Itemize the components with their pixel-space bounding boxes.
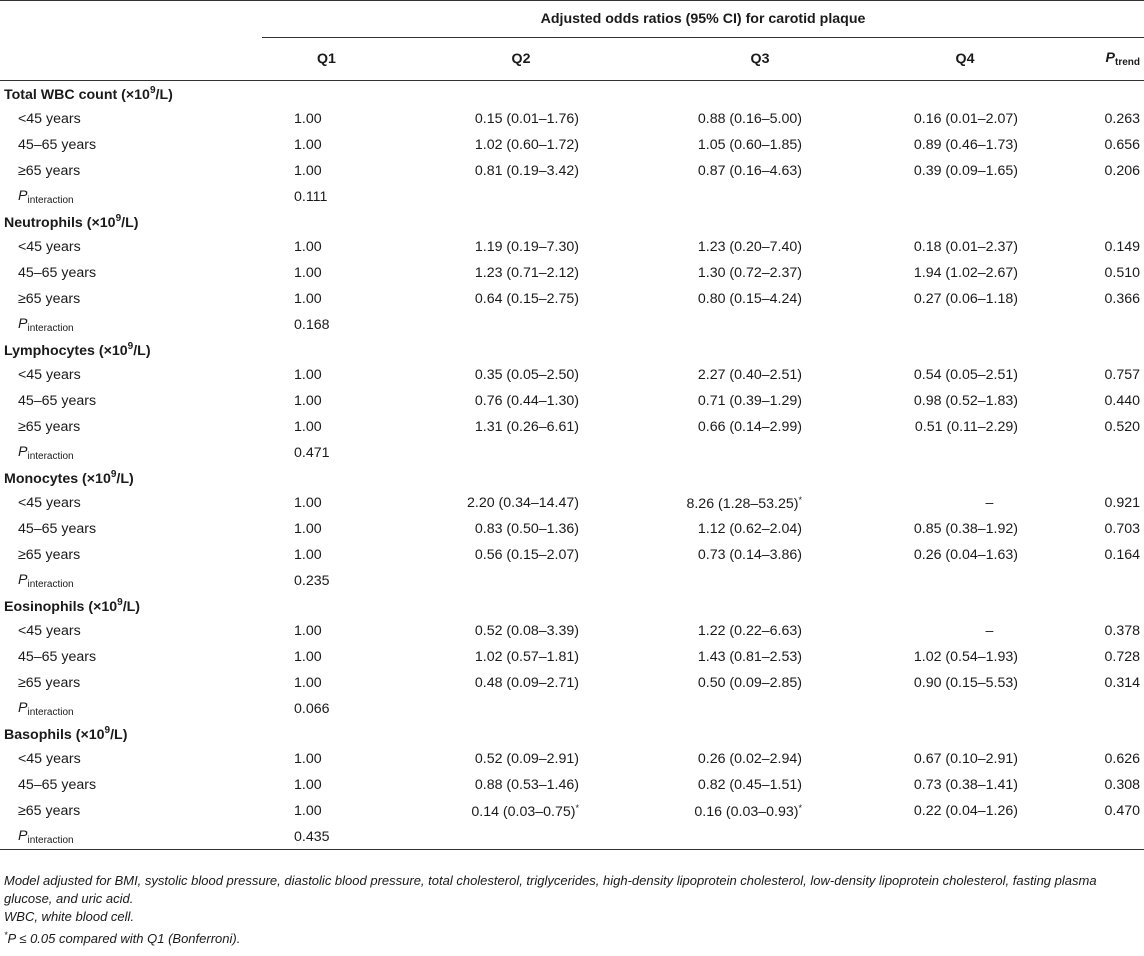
cell-q2: 0.15 (0.01–1.76) bbox=[474, 111, 579, 127]
cell-q1: 1.00 bbox=[294, 777, 322, 793]
p-interaction-row bbox=[0, 184, 1144, 209]
table-footnotes bbox=[4, 872, 1140, 948]
cell-q1: 1.00 bbox=[294, 803, 322, 819]
cell-q1: 1.00 bbox=[294, 291, 322, 307]
cell-q2: 0.48 (0.09–2.71) bbox=[474, 675, 579, 691]
table-row bbox=[0, 286, 1144, 312]
age-group-label: ≥65 years bbox=[18, 803, 81, 819]
cell-ptrend: 0.921 bbox=[1104, 495, 1140, 511]
p-interaction-value: 0.471 bbox=[294, 444, 330, 461]
cell-q3: 1.05 (0.60–1.85) bbox=[697, 137, 802, 153]
cell-q1: 1.00 bbox=[294, 675, 322, 691]
p-interaction-value: 0.168 bbox=[294, 316, 330, 333]
cell-ptrend: 0.510 bbox=[1104, 265, 1140, 281]
cell-q1: 1.00 bbox=[294, 623, 322, 639]
age-group-label: <45 years bbox=[18, 111, 81, 127]
cell-q2: 0.64 (0.15–2.75) bbox=[474, 291, 579, 307]
age-group-label: 45–65 years bbox=[18, 521, 97, 537]
p-interaction-label: $P_{interaction}$ bbox=[18, 699, 74, 718]
p-interaction-value: 0.066 bbox=[294, 700, 330, 717]
age-group-label: <45 years bbox=[18, 495, 81, 511]
p-interaction-label: $P_{interaction}$ bbox=[18, 315, 74, 334]
cell-q3: 1.22 (0.22–6.63) bbox=[697, 623, 802, 639]
p-interaction-value: 0.111 bbox=[294, 188, 328, 205]
cell-q2: 0.52 (0.09–2.91) bbox=[474, 751, 579, 767]
cell-q3: 1.43 (0.81–2.53) bbox=[697, 649, 802, 665]
section-header-row bbox=[0, 721, 1144, 746]
cell-q4: 0.85 (0.38–1.92) bbox=[913, 521, 1018, 537]
table-row bbox=[0, 798, 1144, 824]
table-row bbox=[0, 260, 1144, 286]
section-header-row bbox=[0, 209, 1144, 234]
cell-ptrend: 0.520 bbox=[1104, 419, 1140, 435]
section-title: Basophils $(\times 10^9/L)$ bbox=[4, 724, 128, 743]
cell-q1: 1.00 bbox=[294, 547, 322, 563]
cell-ptrend: 0.626 bbox=[1104, 751, 1140, 767]
cell-q1: 1.00 bbox=[294, 393, 322, 409]
footnote-model: Model adjusted for BMI, systolic blood pressure, diastolic blood pressure, total cholesterol, triglycerides, high-density lipoprotein cholesterol, low-density lipoprotein cholesterol, fasting plasma glucose, and uric acid. bbox=[4, 873, 1097, 906]
cell-q4: 0.22 (0.04–1.26) bbox=[913, 803, 1018, 819]
significance-marker: * bbox=[798, 494, 802, 505]
cell-q2: 1.23 (0.71–2.12) bbox=[474, 265, 579, 281]
section-header-row bbox=[0, 465, 1144, 490]
significance-marker: * bbox=[798, 802, 802, 813]
cell-q4: 0.26 (0.04–1.63) bbox=[913, 547, 1018, 563]
cell-ptrend: 0.263 bbox=[1104, 111, 1140, 127]
cell-q1: 1.00 bbox=[294, 649, 322, 665]
cell-ptrend: 0.164 bbox=[1104, 547, 1140, 563]
p-interaction-row bbox=[0, 440, 1144, 465]
section-title: Eosinophils $(\times 10^9/L)$ bbox=[4, 596, 141, 615]
cell-q3: 0.87 (0.16–4.63) bbox=[697, 163, 802, 179]
cell-q1: 1.00 bbox=[294, 137, 322, 153]
p-interaction-row bbox=[0, 568, 1144, 593]
cell-ptrend: 0.308 bbox=[1104, 777, 1140, 793]
column-header-q1: Q1 bbox=[262, 38, 397, 81]
age-group-label: 45–65 years bbox=[18, 137, 97, 153]
age-group-label: 45–65 years bbox=[18, 265, 97, 281]
cell-q4: 0.98 (0.52–1.83) bbox=[913, 393, 1018, 409]
cell-q3: 0.80 (0.15–4.24) bbox=[697, 291, 802, 307]
cell-q3: 0.71 (0.39–1.29) bbox=[697, 393, 802, 409]
p-interaction-label: $P_{interaction}$ bbox=[18, 443, 74, 462]
cell-q3: 1.12 (0.62–2.04) bbox=[697, 521, 802, 537]
cell-ptrend: 0.206 bbox=[1104, 163, 1140, 179]
p-interaction-value: 0.235 bbox=[294, 572, 330, 589]
cell-q1: 1.00 bbox=[294, 521, 322, 537]
p-interaction-label: $P_{interaction}$ bbox=[0, 824, 262, 850]
table-row bbox=[0, 618, 1144, 644]
table-row bbox=[0, 644, 1144, 670]
cell-q3: 0.82 (0.45–1.51) bbox=[697, 777, 802, 793]
cell-q2: 1.02 (0.57–1.81) bbox=[474, 649, 579, 665]
cell-q2: 0.83 (0.50–1.36) bbox=[474, 521, 579, 537]
age-group-label: <45 years bbox=[18, 239, 81, 255]
cell-ptrend: 0.656 bbox=[1104, 137, 1140, 153]
p-interaction-label: $P_{interaction}$ bbox=[18, 571, 74, 590]
cell-ptrend: 0.703 bbox=[1104, 521, 1140, 537]
cell-q4: 0.27 (0.06–1.18) bbox=[913, 291, 1018, 307]
spanning-header: Adjusted odds ratios (95% CI) for carotid plaque bbox=[262, 1, 1144, 38]
cell-q2: 2.20 (0.34–14.47) bbox=[466, 495, 579, 511]
section-title: Total WBC count $(\times 10^9/L)$ bbox=[4, 84, 173, 103]
cell-q1: 1.00 bbox=[294, 163, 322, 179]
cell-q2: 0.35 (0.05–2.50) bbox=[474, 367, 579, 383]
cell-q4: 0.54 (0.05–2.51) bbox=[913, 367, 1018, 383]
cell-q3: 0.66 (0.14–2.99) bbox=[697, 419, 802, 435]
age-group-label: 45–65 years bbox=[18, 777, 97, 793]
section-title: Neutrophils $(\times 10^9/L)$ bbox=[4, 212, 139, 231]
table-row bbox=[0, 414, 1144, 440]
cell-q2: 0.88 (0.53–1.46) bbox=[474, 777, 579, 793]
significance-marker: * bbox=[575, 802, 579, 813]
table-row bbox=[0, 132, 1144, 158]
cell-q3: 0.50 (0.09–2.85) bbox=[697, 675, 802, 691]
cell-q3: 8.26 (1.28–53.25)* bbox=[686, 494, 802, 512]
cell-ptrend: 0.149 bbox=[1104, 239, 1140, 255]
footnote-abbreviation: WBC, white blood cell. bbox=[4, 909, 135, 924]
cell-q1: 1.00 bbox=[294, 239, 322, 255]
section-title: Lymphocytes $(\times 10^9/L)$ bbox=[4, 340, 151, 359]
cell-q1: 1.00 bbox=[294, 111, 322, 127]
cell-q2: 0.76 (0.44–1.30) bbox=[474, 393, 579, 409]
table-row bbox=[0, 670, 1144, 696]
cell-ptrend: 0.440 bbox=[1104, 393, 1140, 409]
table-row bbox=[0, 746, 1144, 772]
p-interaction-value: 0.435 bbox=[262, 824, 397, 850]
cell-q2: 1.31 (0.26–6.61) bbox=[474, 419, 579, 435]
cell-q1: 1.00 bbox=[294, 751, 322, 767]
cell-q3: 1.30 (0.72–2.37) bbox=[697, 265, 802, 281]
cell-ptrend: 0.314 bbox=[1104, 675, 1140, 691]
cell-ptrend: 0.728 bbox=[1104, 649, 1140, 665]
table-body bbox=[0, 81, 1144, 850]
table-row bbox=[0, 362, 1144, 388]
age-group-label: ≥65 years bbox=[18, 547, 81, 563]
column-header-q4: Q4 bbox=[875, 38, 1055, 81]
cell-q3: 2.27 (0.40–2.51) bbox=[697, 367, 802, 383]
cell-q4: 0.67 (0.10–2.91) bbox=[913, 751, 1018, 767]
section-title: Monocytes $(\times 10^9/L)$ bbox=[4, 468, 134, 487]
cell-q4: 0.18 (0.01–2.37) bbox=[913, 239, 1018, 255]
cell-q4: 1.02 (0.54–1.93) bbox=[913, 649, 1018, 665]
p-interaction-row bbox=[0, 312, 1144, 337]
table-row bbox=[0, 158, 1144, 184]
p-interaction-row bbox=[0, 696, 1144, 721]
cell-q4: – bbox=[985, 623, 994, 639]
cell-ptrend: 0.757 bbox=[1104, 367, 1140, 383]
cell-q4: – bbox=[985, 495, 994, 511]
cell-q2: 0.52 (0.08–3.39) bbox=[474, 623, 579, 639]
cell-q2: 1.19 (0.19–7.30) bbox=[474, 239, 579, 255]
cell-q2: 0.56 (0.15–2.07) bbox=[474, 547, 579, 563]
p-interaction-row bbox=[0, 824, 1144, 850]
cell-q1: 1.00 bbox=[294, 419, 322, 435]
table-row bbox=[0, 516, 1144, 542]
age-group-label: <45 years bbox=[18, 367, 81, 383]
cell-q3: 0.26 (0.02–2.94) bbox=[697, 751, 802, 767]
cell-q1: 1.00 bbox=[294, 265, 322, 281]
cell-q4: 0.73 (0.38–1.41) bbox=[913, 777, 1018, 793]
cell-q1: 1.00 bbox=[294, 495, 322, 511]
cell-ptrend: 0.470 bbox=[1104, 803, 1140, 819]
section-header-row bbox=[0, 337, 1144, 362]
age-group-label: ≥65 years bbox=[18, 163, 81, 179]
cell-q2: 0.81 (0.19–3.42) bbox=[474, 163, 579, 179]
cell-q3: 1.23 (0.20–7.40) bbox=[697, 239, 802, 255]
p-interaction-label: $P_{interaction}$ bbox=[18, 187, 74, 206]
cell-q4: 0.90 (0.15–5.53) bbox=[913, 675, 1018, 691]
section-header-row bbox=[0, 593, 1144, 618]
cell-q3: 0.16 (0.03–0.93)* bbox=[694, 802, 802, 820]
cell-q2: 0.14 (0.03–0.75)* bbox=[471, 802, 579, 820]
cell-q4: 0.16 (0.01–2.07) bbox=[913, 111, 1018, 127]
table-row bbox=[0, 542, 1144, 568]
section-header-row bbox=[0, 81, 1144, 107]
age-group-label: 45–65 years bbox=[18, 649, 97, 665]
age-group-label: <45 years bbox=[18, 623, 81, 639]
cell-q3: 0.88 (0.16–5.00) bbox=[697, 111, 802, 127]
cell-q2: 1.02 (0.60–1.72) bbox=[474, 137, 579, 153]
cell-q1: 1.00 bbox=[294, 367, 322, 383]
cell-q4: 0.39 (0.09–1.65) bbox=[913, 163, 1018, 179]
column-header-ptrend: $P_{trend}$ bbox=[1055, 38, 1144, 81]
cell-q4: 0.51 (0.11–2.29) bbox=[914, 419, 1018, 435]
table-row bbox=[0, 234, 1144, 260]
table-row bbox=[0, 490, 1144, 516]
table-row bbox=[0, 772, 1144, 798]
cell-q4: 1.94 (1.02–2.67) bbox=[913, 265, 1018, 281]
footnote-significance: *P ≤ 0.05 compared with Q1 (Bonferroni). bbox=[4, 930, 241, 946]
table-row bbox=[0, 106, 1144, 132]
age-group-label: ≥65 years bbox=[18, 419, 81, 435]
column-header-q2: Q2 bbox=[397, 38, 645, 81]
age-group-label: <45 years bbox=[18, 751, 81, 767]
table-row bbox=[0, 388, 1144, 414]
column-header-q3: Q3 bbox=[645, 38, 875, 81]
cell-ptrend: 0.366 bbox=[1104, 291, 1140, 307]
cell-ptrend: 0.378 bbox=[1104, 623, 1140, 639]
age-group-label: 45–65 years bbox=[18, 393, 97, 409]
cell-q4: 0.89 (0.46–1.73) bbox=[913, 137, 1018, 153]
cell-q3: 0.73 (0.14–3.86) bbox=[697, 547, 802, 563]
age-group-label: ≥65 years bbox=[18, 675, 81, 691]
age-group-label: ≥65 years bbox=[18, 291, 81, 307]
